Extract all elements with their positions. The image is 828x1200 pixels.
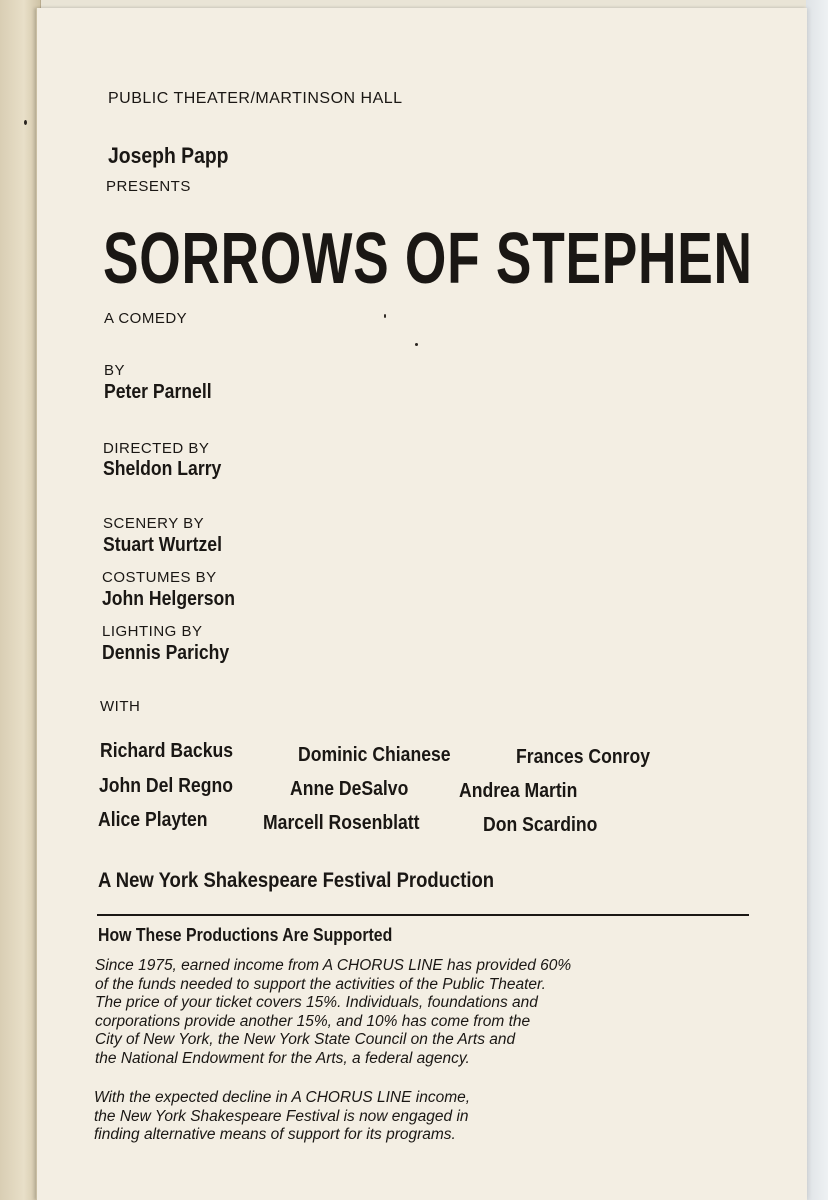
support-heading: How These Productions Are Supported: [98, 925, 393, 945]
paragraph-line: corporations provide another 15%, and 10% has come from the: [95, 1012, 531, 1030]
credit-label-costumes: COSTUMES BY: [102, 569, 217, 586]
credit-name-costumes: John Helgerson: [102, 588, 236, 610]
background-edge: [806, 0, 828, 1200]
support-paragraph-1: [95, 957, 571, 1068]
paragraph-line: finding alternative means of support for its programs.: [94, 1126, 456, 1143]
show-title: SORROWS OF STEPHEN: [103, 219, 753, 299]
ink-speck: [384, 314, 386, 318]
paragraph-line: of the funds needed to support the activities of the Public Theater.: [95, 975, 546, 993]
credit-label-by: BY: [104, 362, 126, 379]
producer-name: Joseph Papp: [108, 143, 229, 168]
production-credit: A New York Shakespeare Festival Production: [98, 869, 495, 892]
cast-member: Frances Conroy: [516, 746, 650, 768]
paragraph-line: The price of your ticket covers 15%. Individuals, foundations and: [95, 994, 538, 1011]
cast-member: Richard Backus: [100, 740, 234, 762]
ink-speck: [24, 120, 27, 125]
credit-name-director: Sheldon Larry: [103, 458, 222, 480]
presents-label: PRESENTS: [106, 178, 191, 195]
facing-page-edge: [0, 0, 41, 1200]
credit-label-scenery: SCENERY BY: [103, 515, 205, 532]
credit-name-author: Peter Parnell: [104, 381, 212, 403]
paragraph-line: the National Endowment for the Arts, a federal agency.: [95, 1049, 470, 1067]
ink-speck: [415, 343, 418, 346]
cast-member: Marcell Rosenblatt: [263, 812, 420, 834]
divider-rule: [97, 914, 749, 916]
credit-name-lighting: Dennis Parichy: [102, 642, 230, 664]
cast-member: Anne DeSalvo: [290, 778, 409, 800]
cast-member: Dominic Chianese: [298, 744, 451, 766]
credit-label-lighting: LIGHTING BY: [102, 623, 203, 640]
cast-member: Andrea Martin: [459, 780, 578, 802]
paragraph-line: With the expected decline in A CHORUS LINE income,: [94, 1089, 471, 1106]
paragraph-line: Since 1975, earned income from A CHORUS LINE has provided 60%: [95, 957, 572, 974]
cast-member: Alice Playten: [98, 809, 208, 831]
venue-label: PUBLIC THEATER/MARTINSON HALL: [108, 90, 403, 107]
with-label: WITH: [100, 698, 141, 715]
cast-member: John Del Regno: [99, 775, 233, 797]
paragraph-line: City of New York, the New York State Council on the Arts and: [95, 1031, 516, 1048]
cast-member: Don Scardino: [483, 814, 598, 836]
credit-name-scenery: Stuart Wurtzel: [103, 534, 222, 556]
genre-label: A COMEDY: [104, 310, 188, 327]
support-paragraph-2: [94, 1089, 470, 1145]
paragraph-line: the New York Shakespeare Festival is now engaged in: [94, 1107, 469, 1125]
credit-label-director: DIRECTED BY: [103, 440, 210, 457]
